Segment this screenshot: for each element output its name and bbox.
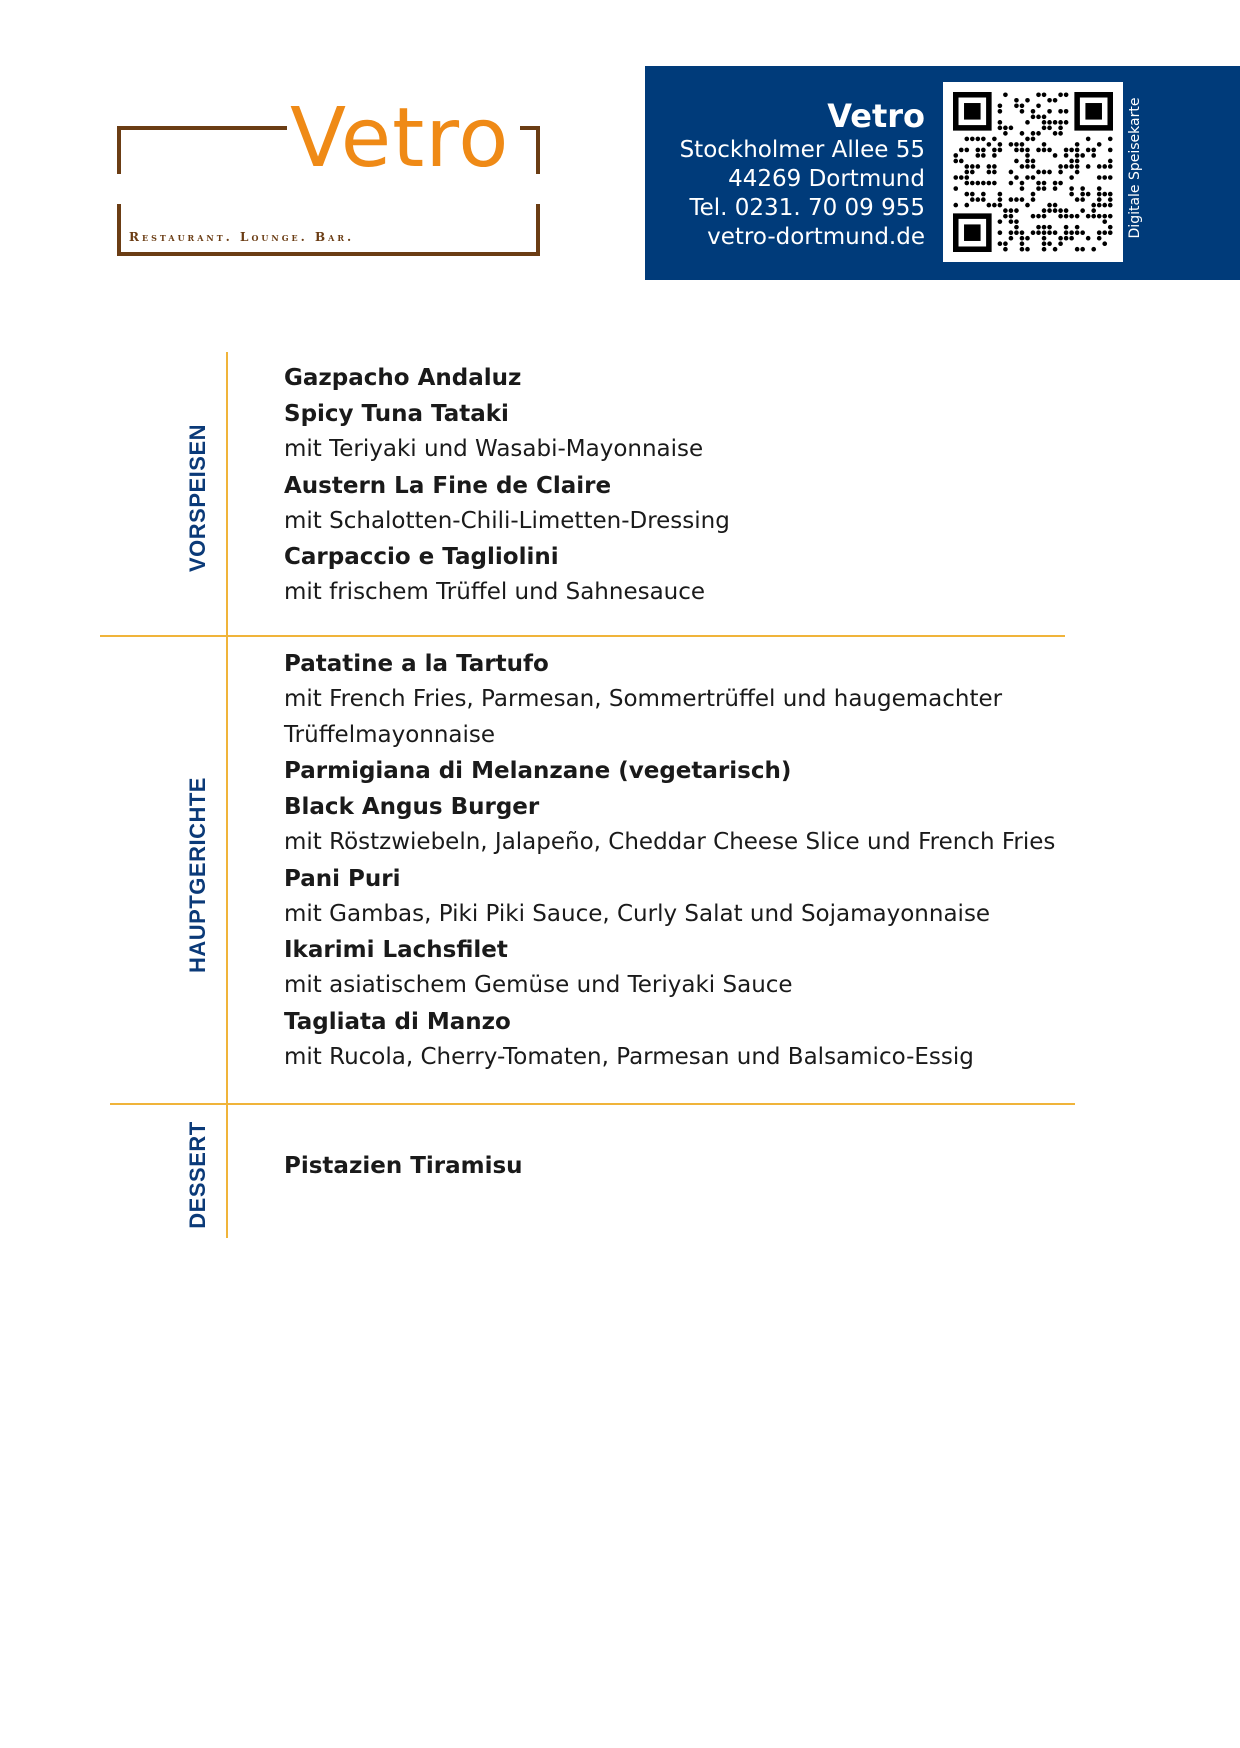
dish-description: mit Röstzwiebeln, Jalapeño, Cheddar Cheese Slice und French Fries	[284, 829, 1056, 855]
website-line[interactable]: vetro-dortmund.de	[707, 224, 925, 250]
dish-name: Pistazien Tiramisu	[284, 1153, 523, 1179]
dish-name: Spicy Tuna Tataki	[284, 401, 509, 427]
dish-name: Austern La Fine de Claire	[284, 472, 612, 499]
logo-frame	[536, 126, 540, 174]
phone-line: Tel. 0231. 70 09 955	[689, 195, 925, 221]
section-vorspeisen	[284, 360, 730, 611]
section-label-hauptgerichte: HAUPTGERICHTE	[185, 777, 210, 973]
logo-frame	[117, 252, 540, 256]
logo-tagline: Restaurant. Lounge. Bar.	[129, 230, 355, 244]
logo-frame	[117, 204, 121, 254]
section-dessert	[284, 1148, 523, 1184]
dish-description: mit French Fries, Parmesan, Sommertrüffel und haugemachter	[284, 686, 1003, 712]
dish-name: Black Angus Burger	[284, 794, 540, 820]
restaurant-logo	[117, 91, 540, 256]
logo-wordmark: Vetro	[290, 91, 510, 186]
dish-description: mit Teriyaki und Wasabi-Mayonnaise	[284, 436, 704, 462]
logo-frame	[536, 204, 540, 254]
dish-description: mit Schalotten-Chili-Limetten-Dressing	[284, 507, 730, 534]
logo-frame	[117, 126, 287, 130]
qr-code-icon[interactable]	[943, 82, 1123, 262]
section-hauptgerichte	[284, 646, 1055, 1075]
section-label-vorspeisen: VORSPEISEN	[185, 423, 210, 573]
dish-description: mit Rucola, Cherry-Tomaten, Parmesan und Balsamico-Essig	[284, 1043, 974, 1070]
divider-horizontal	[100, 635, 1065, 637]
dish-description: Trüffelmayonnaise	[284, 721, 496, 748]
dish-name: Ikarimi Lachsfilet	[284, 937, 508, 963]
address-line: Stockholmer Allee 55	[679, 137, 925, 163]
divider-vertical	[226, 1104, 228, 1238]
dish-description: mit asiatischem Gemüse und Teriyaki Sauce	[284, 972, 793, 998]
dish-name: Parmigiana di Melanzane (vegetarisch)	[284, 758, 792, 784]
divider-vertical	[226, 636, 228, 1104]
dish-name: Carpaccio e Tagliolini	[284, 544, 559, 570]
dish-description: mit frischem Trüffel und Sahnesauce	[284, 579, 706, 605]
divider-horizontal	[110, 1103, 1075, 1105]
dish-description: mit Gambas, Piki Piki Sauce, Curly Salat und Sojamayonnaise	[284, 900, 991, 927]
restaurant-name: Vetro	[827, 97, 925, 135]
dish-name: Patatine a la Tartufo	[284, 651, 549, 677]
dish-name: Pani Puri	[284, 865, 401, 892]
contact-details	[680, 96, 925, 252]
contact-box	[645, 66, 1240, 280]
city-line: 44269 Dortmund	[728, 166, 925, 192]
divider-vertical	[226, 352, 228, 636]
dish-name: Tagliata di Manzo	[284, 1008, 511, 1035]
logo-frame	[117, 126, 121, 174]
qr-caption: Digitale Speisekarte	[1127, 97, 1143, 239]
section-label-dessert: DESSERT	[185, 1121, 210, 1229]
dish-name: Gazpacho Andaluz	[284, 365, 522, 391]
